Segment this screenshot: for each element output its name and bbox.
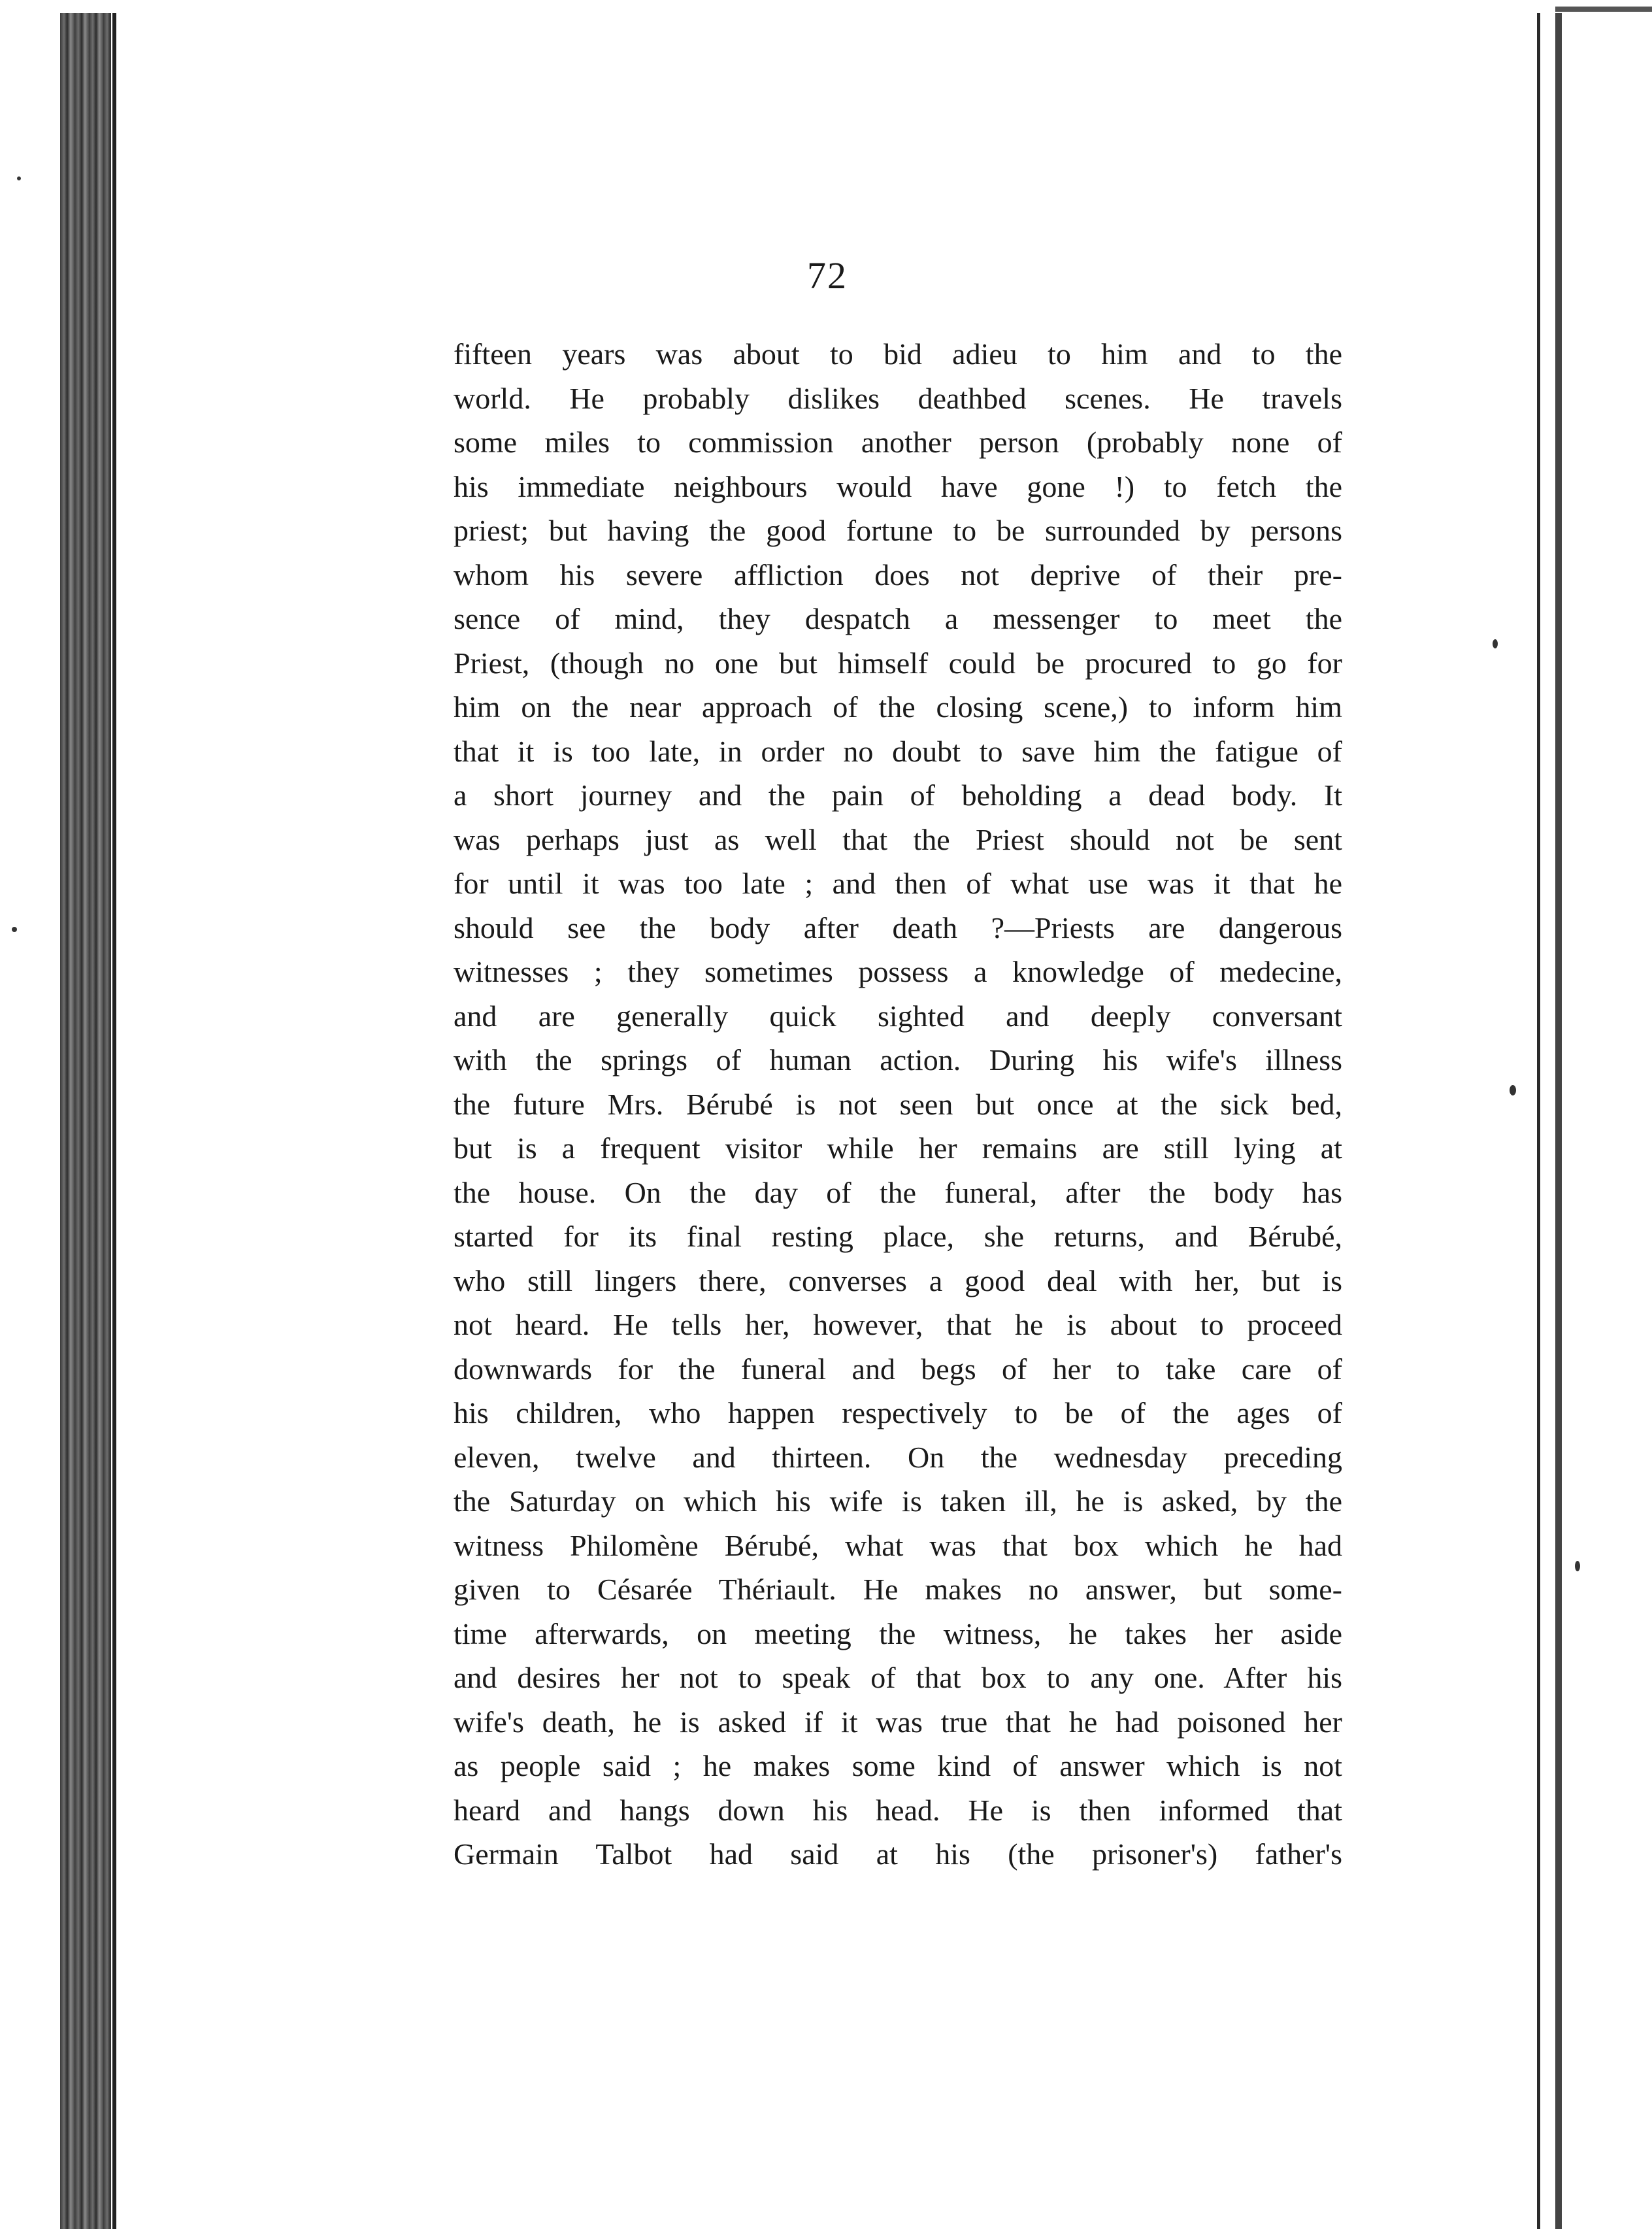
- body-text: [454, 332, 1342, 1877]
- text-line: for until it was too late ; and then of what use was it that he: [454, 867, 1342, 900]
- text-line: given to Césarée Thériault. He makes no answer, but some-: [454, 1573, 1342, 1606]
- text-line: time afterwards, on meeting the witness, he takes her aside: [454, 1616, 1342, 1650]
- ink-speck: [1575, 1561, 1580, 1571]
- next-page-top-edge: [1555, 7, 1652, 12]
- text-line: heard and hangs down his head. He is then informed that: [454, 1793, 1342, 1827]
- text-line: sence of mind, they despatch a messenger to meet the: [454, 602, 1342, 635]
- text-line: not heard. He tells her, however, that he is about to proceed: [454, 1308, 1342, 1341]
- ink-speck: [12, 927, 17, 932]
- text-line: the future Mrs. Bérubé is not seen but once at the sick bed,: [454, 1087, 1342, 1121]
- text-line: whom his severe affliction does not deprive of their pre-: [454, 558, 1342, 592]
- text-line: his immediate neighbours would have gone !) to fetch the: [454, 469, 1342, 503]
- text-line: world. He probably dislikes deathbed scenes. He travels: [454, 381, 1342, 415]
- text-line: eleven, twelve and thirteen. On the wednesday preceding: [454, 1440, 1342, 1474]
- text-line: the house. On the day of the funeral, after the body has: [454, 1175, 1342, 1209]
- ink-speck: [1510, 1085, 1516, 1095]
- page-border-right: [1537, 13, 1540, 2229]
- text-line: and are generally quick sighted and deeply conversant: [454, 999, 1342, 1033]
- text-line: witnesses ; they sometimes possess a knowledge of medecine,: [454, 955, 1342, 988]
- text-line: downwards for the funeral and begs of her to take care of: [454, 1352, 1342, 1386]
- book-binding: [60, 13, 111, 2229]
- text-line: a short journey and the pain of beholding a dead body. It: [454, 778, 1342, 812]
- text-line: was perhaps just as well that the Priest should not be sent: [454, 822, 1342, 856]
- text-line: that it is too late, in order no doubt to save him the fatigue of: [454, 734, 1342, 768]
- text-line: with the springs of human action. During his wife's illness: [454, 1043, 1342, 1077]
- text-line: wife's death, he is asked if it was true that he had poisoned her: [454, 1705, 1342, 1739]
- ink-speck: [1493, 639, 1498, 648]
- text-line: his children, who happen respectively to be of the ages of: [454, 1396, 1342, 1429]
- text-line: witness Philomène Bérubé, what was that box which he had: [454, 1528, 1342, 1562]
- page-number: 72: [807, 254, 848, 297]
- text-line: the Saturday on which his wife is taken ill, he is asked, by the: [454, 1484, 1342, 1518]
- text-line: him on the near approach of the closing scene,) to inform him: [454, 690, 1342, 724]
- page-margin-left: [0, 0, 60, 2238]
- text-line: Priest, (though no one but himself could be procured to go for: [454, 646, 1342, 680]
- text-line: should see the body after death ?—Priests are dangerous: [454, 910, 1342, 944]
- text-line: but is a frequent visitor while her remains are still lying at: [454, 1131, 1342, 1165]
- next-page-edge: [1555, 13, 1562, 2229]
- text-line: and desires her not to speak of that box to any one. After his: [454, 1661, 1342, 1694]
- text-line: started for its final resting place, she returns, and Bérubé,: [454, 1220, 1342, 1253]
- text-line: Germain Talbot had said at his (the prisoner's) father's: [454, 1837, 1342, 1871]
- text-line: as people said ; he makes some kind of answer which is not: [454, 1749, 1342, 1782]
- page-border-left: [112, 13, 116, 2229]
- text-line: who still lingers there, converses a good deal with her, but is: [454, 1263, 1342, 1297]
- text-line: some miles to commission another person (probably none of: [454, 426, 1342, 459]
- text-line: fifteen years was about to bid adieu to him and to the: [454, 337, 1342, 371]
- ink-speck: [17, 176, 21, 180]
- text-line: priest; but having the good fortune to be surrounded by persons: [454, 514, 1342, 547]
